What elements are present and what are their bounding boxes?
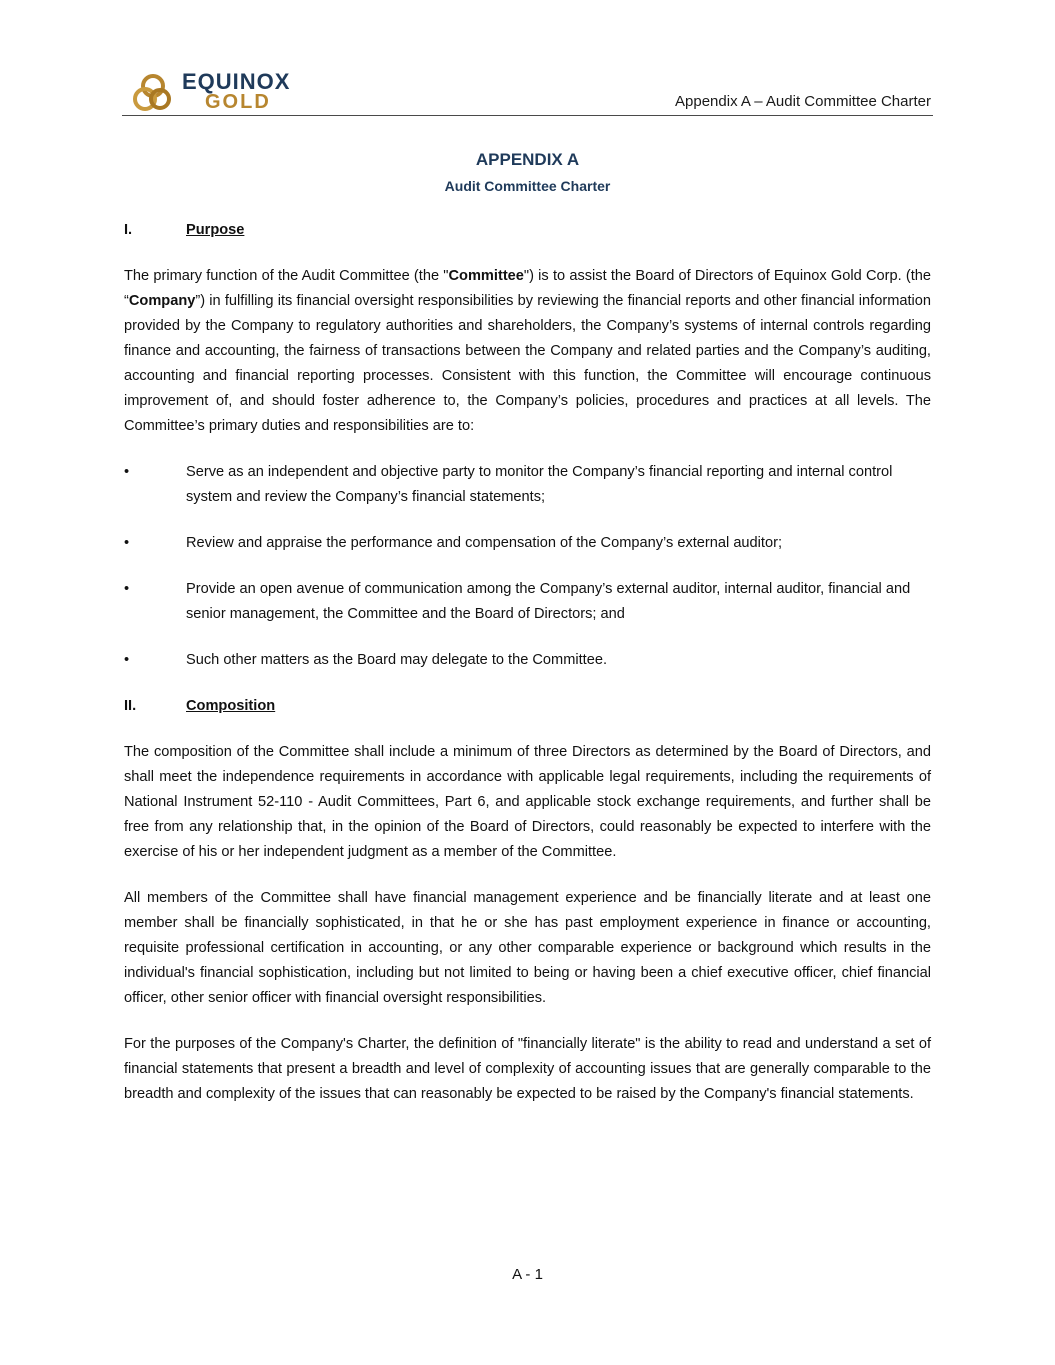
purpose-paragraph: The primary function of the Audit Committee (the "Committee") is to assist the Board of Directors of Equinox Gold Corp. (the “Company”) in fulfilling its financial oversight responsibilities by reviewing the financial reports and other financial information provided by the Company to regulatory authorities and shareholders, the Company’s systems of internal controls regarding finance and accounting, the fairness of transactions between the Company and related parties and the Company’s auditing, accounting and financial reporting processes. Consistent with this function, the Committee will encourage continuous improvement of, and should foster adherence to, the Company’s policies, procedures and practices at all levels. The Committee’s primary duties and responsibilities are to: bbox=[124, 268, 931, 434]
header-title: Appendix A – Audit Committee Charter bbox=[675, 93, 931, 110]
page-header bbox=[122, 70, 933, 116]
bullet-icon: • bbox=[124, 464, 130, 480]
section-title: Composition bbox=[186, 698, 276, 714]
composition-paragraph: The composition of the Committee shall include a minimum of three Directors as determined by the Board of Directors, and shall meet the independence requirements in accordance with applicable legal requirements, including the requirements of National Instrument 52-110 - Audit Committees, Part 6, and applicable stock exchange requirements, and further shall be free from any relationship that, in the opinion of the Board of Directors, could reasonably be expected to interfere with the exercise of his or her independent judgment as a member of the Committee. bbox=[124, 744, 931, 860]
logo-text-gold: GOLD bbox=[205, 91, 271, 113]
section-number: I. bbox=[124, 222, 133, 238]
document-body bbox=[124, 218, 931, 1128]
composition-paragraph: All members of the Committee shall have financial management experience and be financially literate and at least one member shall be financially sophisticated, in that he or she has past employment experience in finance or accounting, requisite professional certification in accounting, or any other comparable experience or background which results in the individual's financial sophistication, including but not limited to being or having been a chief executive officer, chief financial officer, other senior officer with financial oversight responsibilities. bbox=[124, 890, 931, 1006]
section-title: Purpose bbox=[186, 222, 245, 238]
logo-text-equinox: EQUINOX bbox=[182, 69, 291, 94]
section-number: II. bbox=[124, 698, 137, 714]
bullet-icon: • bbox=[124, 581, 130, 597]
equinox-gold-logo bbox=[132, 70, 302, 114]
list-item: • Serve as an independent and objective party to monitor the Company’s financial reporting and internal control system and review the Company’s financial statements; bbox=[124, 460, 931, 510]
composition-paragraph: For the purposes of the Company's Charter, the definition of "financially literate" is the ability to read and understand a set of financial statements that present a breadth and level of complexity of accounting issues that are generally comparable to the breadth and complexity of the issues that can reasonably be expected to be raised by the Company's financial statements. bbox=[124, 1036, 931, 1102]
document-subtitle: Audit Committee Charter bbox=[444, 178, 611, 194]
section-heading-composition bbox=[124, 694, 931, 719]
section-heading-purpose bbox=[124, 218, 931, 243]
bullet-icon: • bbox=[124, 535, 130, 551]
logo-swirl-icon bbox=[132, 72, 174, 114]
list-item: • Provide an open avenue of communication among the Company’s external auditor, internal auditor, financial and senior management, the Committee and the Board of Directors; and bbox=[124, 577, 931, 627]
list-item: • Such other matters as the Board may delegate to the Committee. bbox=[124, 648, 931, 673]
document-title: APPENDIX A bbox=[475, 150, 580, 169]
page-number: A - 1 bbox=[512, 1266, 543, 1283]
list-item: • Review and appraise the performance and compensation of the Company’s external auditor; bbox=[124, 531, 931, 556]
bullet-icon: • bbox=[124, 652, 130, 668]
